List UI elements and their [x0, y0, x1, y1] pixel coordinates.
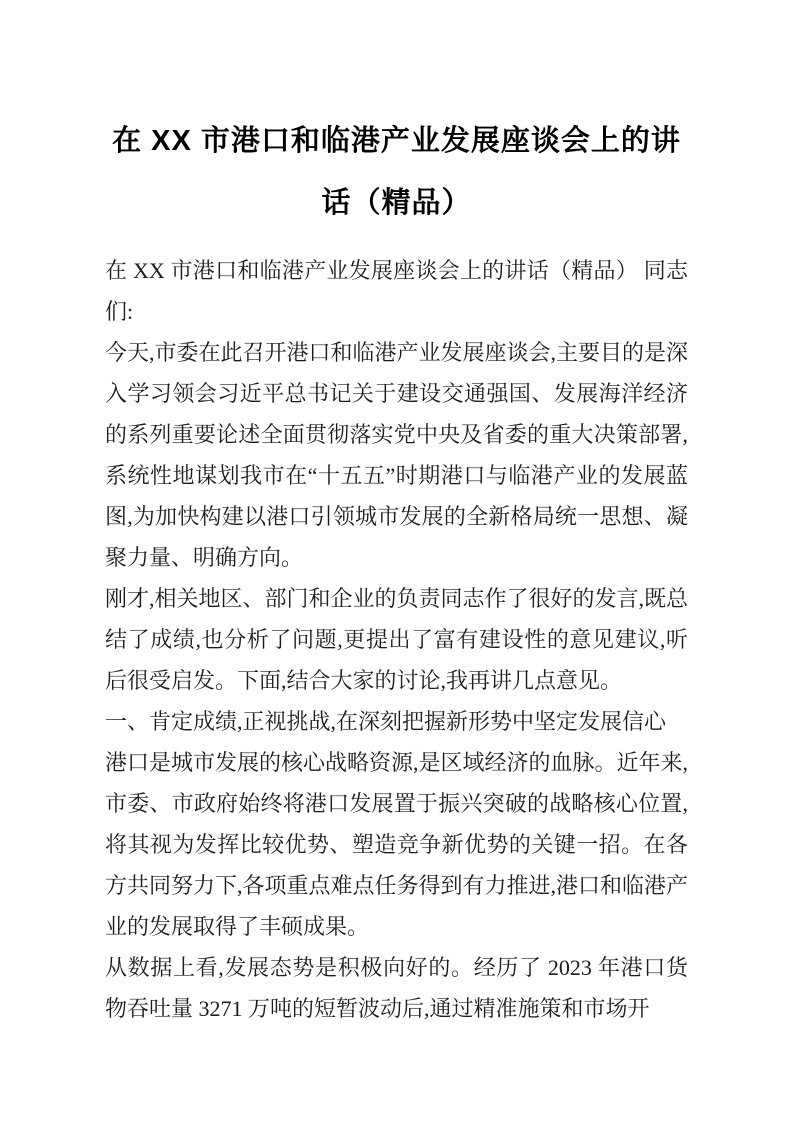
document-title-line-1: 在 XX 市港口和临港产业发展座谈会上的讲 [112, 125, 681, 157]
document-body [105, 250, 688, 1029]
paragraph-meeting-purpose: 今天,市委在此召开港口和临港产业发展座谈会,主要目的是深入学习领会习近平总书记关于建设交通强国、发展海洋经济的系列重要论述全面贯彻落实党中央及省委的重大决策部署,系统性地谋划我市在“十五五”时期港口与临港产业的发展蓝图,为加快构建以港口引领城市发展的全新格局统一思想、凝聚力量、明确方向。 [105, 340, 689, 570]
paragraph-port-strategy: 港口是城市发展的核心战略资源,是区域经济的血脉。近年来,市委、市政府始终将港口发展置于振兴突破的战略核心位置,将其视为发挥比较优势、塑造竞争新优势的关键一招。在各方共同努力下,各项重点难点任务得到有力推进,港口和临港产业的发展取得了丰硕成果。 [105, 750, 689, 939]
section-heading-1: 一、肯定成绩,正视挑战,在深刻把握新形势中坚定发展信心 [105, 709, 667, 734]
paragraph-salutation: 在 XX 市港口和临港产业发展座谈会上的讲话（精品） 同志们: [105, 258, 688, 324]
document-title-line-2: 话（精品） [321, 187, 472, 219]
paragraph-remarks-feedback: 刚才,相关地区、部门和企业的负责同志作了很好的发言,既总结了成绩,也分析了问题,更提出了富有建设性的意见建议,听后很受启发。下面,结合大家的讨论,我再讲几点意见。 [105, 586, 689, 693]
document-content [105, 0, 688, 1029]
document-title [105, 110, 688, 234]
paragraph-throughput-data: 从数据上看,发展态势是积极向好的。经历了 2023 年港口货物吞吐量 3271 万吨的短暂波动后,通过精准施策和市场开 [105, 955, 688, 1021]
